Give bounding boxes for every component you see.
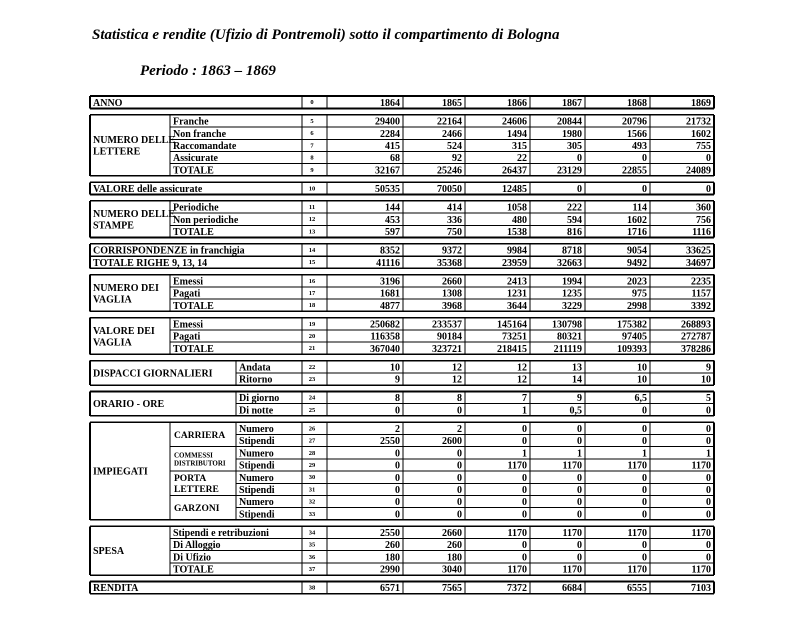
row-code: 7 [310,142,314,150]
data-cell: 816 [567,227,582,238]
row-code: 16 [308,277,316,285]
data-cell: 6571 [380,583,400,595]
data-cell: 0 [577,424,582,435]
data-cell: 1994 [562,276,582,288]
data-cell: 22164 [437,116,462,128]
year-header: 1869 [691,98,711,109]
data-cell: 0 [395,497,400,509]
data-cell: 1170 [691,528,711,539]
row-label: Di Ufizio [173,552,212,564]
data-cell: 7565 [442,583,462,595]
data-cell: 211119 [553,343,582,355]
row-code: 8 [310,154,314,162]
data-cell: 0 [522,509,527,521]
data-cell: 1170 [562,564,582,576]
data-cell: 70050 [437,184,462,195]
data-cell: 360 [696,202,711,214]
row-label: TOTALE [173,165,214,177]
row-label: Stipendi [239,485,275,496]
section-label: NUMERO DELLE LETTERE [93,135,175,158]
row-code: 14 [308,247,316,254]
data-cell: 0 [457,405,462,417]
data-cell: 1538 [507,227,527,238]
data-cell: 0 [706,509,711,521]
document-title: Statistica e rendite (Ufizio di Pontremoli) sotto il compartimento di Bologna [92,27,560,43]
row-code: 28 [308,449,316,457]
row-code: 21 [308,345,316,353]
data-cell: 0 [642,509,647,521]
section-label: NUMERO DEI VAGLIA [93,282,159,306]
data-cell: 90184 [437,331,462,343]
data-cell: 9 [706,362,711,374]
data-cell: 0 [577,497,582,509]
row-code: 34 [308,529,316,537]
data-cell: 0 [706,405,711,417]
data-cell: 0 [395,485,400,496]
data-cell: 0 [395,472,400,484]
data-cell: 0 [457,460,462,472]
data-cell: 13 [572,362,582,374]
row-label: Numero [239,424,274,435]
row-code: 11 [308,204,316,211]
data-cell: 2550 [380,436,400,448]
data-cell: 2284 [380,128,400,140]
data-cell: 415 [385,141,400,152]
years-label: ANNO [93,98,123,109]
group-label: GARZONI [174,504,220,515]
row-label: Pagati [173,288,201,300]
data-cell: 0 [642,424,647,435]
row-label: Di notte [239,405,274,417]
data-cell: 0 [577,485,582,496]
row-label: Stipendi [239,460,275,472]
data-cell: 493 [632,141,647,152]
row-label: Franche [173,116,209,128]
section-label: RENDITA [93,583,139,595]
data-cell: 1170 [627,528,647,539]
data-cell: 2660 [442,276,462,288]
data-cell: 7 [522,393,527,405]
row-code: 13 [308,228,316,236]
data-cell: 0 [642,485,647,496]
data-cell: 3644 [507,300,527,312]
data-cell: 0 [577,552,582,564]
row-code: 27 [308,437,316,445]
data-cell: 2413 [507,276,527,288]
data-cell: 3196 [380,276,400,288]
section-label: NUMERO DELLE STAMPE [93,208,175,232]
data-cell: 145164 [497,319,527,331]
data-cell: 1170 [627,564,647,576]
data-cell: 0 [395,448,400,460]
data-cell: 29400 [375,116,400,128]
data-cell: 0 [706,184,711,195]
row-code: 26 [308,425,316,433]
year-header: 1864 [380,98,400,109]
row-code: 23 [308,376,316,383]
data-cell: 10 [390,362,400,374]
data-cell: 1170 [507,528,527,539]
data-cell: 0 [642,472,647,484]
row-label: Raccomandate [173,141,237,152]
data-cell: 524 [447,141,462,152]
data-cell: 0 [395,460,400,472]
data-cell: 323721 [432,343,462,355]
data-cell: 0 [522,436,527,448]
row-code: 20 [308,333,316,340]
data-cell: 367040 [370,343,400,355]
data-cell: 20796 [622,116,647,128]
data-cell: 9372 [442,245,462,257]
data-cell: 0 [706,472,711,484]
data-cell: 9 [577,393,582,405]
row-code: 31 [308,486,316,494]
section-label: CORRISPONDENZE in franchigia [93,245,245,257]
data-cell: 12 [517,374,527,386]
section-label: SPESA [93,546,125,558]
row-code: 35 [308,541,316,549]
data-cell: 3229 [562,300,582,312]
row-code: 29 [308,462,316,469]
data-cell: 1170 [507,460,527,472]
data-cell: 1170 [507,564,527,576]
data-cell: 1980 [562,128,582,140]
row-code: 25 [308,406,316,414]
data-cell: 0 [706,552,711,564]
data-cell: 33625 [686,245,711,257]
data-cell: 414 [447,202,462,214]
data-cell: 23959 [502,257,527,269]
data-cell: 24606 [502,116,527,128]
data-cell: 0 [395,405,400,417]
data-cell: 250682 [370,319,400,331]
data-cell: 0 [395,509,400,521]
row-code: 33 [308,510,316,518]
data-cell: 1602 [627,214,647,226]
data-cell: 34697 [686,257,711,269]
data-cell: 480 [512,214,527,226]
data-cell: 8 [457,393,462,405]
row-code: 9 [310,166,314,174]
row-label: TOTALE [173,300,214,312]
data-cell: 7372 [507,583,527,595]
data-cell: 1566 [627,128,647,140]
data-cell: 0 [706,485,711,496]
data-cell: 1 [706,448,711,460]
data-cell: 22 [517,153,527,165]
data-cell: 272787 [681,331,711,343]
row-code: 22 [308,363,316,371]
data-cell: 6,5 [634,393,647,405]
data-cell: 0 [522,552,527,564]
data-cell: 260 [447,540,462,552]
data-cell: 1235 [562,288,582,300]
section-label: ORARIO - ORE [93,399,165,411]
data-cell: 5 [706,393,711,405]
row-code: 15 [308,259,316,267]
data-cell: 25246 [437,165,462,177]
data-cell: 594 [567,214,582,226]
data-cell: 3968 [442,300,462,312]
data-cell: 1058 [507,202,527,214]
data-cell: 1170 [562,460,582,472]
section-label: DISPACCI GIORNALIERI [93,368,213,380]
period-heading: Periodo : 1863 – 1869 [140,63,276,79]
data-cell: 0 [522,497,527,509]
data-cell: 80321 [557,331,582,343]
data-cell: 0 [522,540,527,552]
data-cell: 0 [642,497,647,509]
data-cell: 0 [457,509,462,521]
data-cell: 12485 [502,184,527,195]
data-cell: 2235 [691,276,711,288]
row-label: TOTALE [173,227,214,238]
data-cell: 0 [706,424,711,435]
data-cell: 750 [447,227,462,238]
row-label: Stipendi e retribuzioni [173,528,269,539]
data-cell: 0 [642,436,647,448]
data-cell: 3040 [442,564,462,576]
data-cell: 268893 [681,319,711,331]
data-cell: 12 [452,362,462,374]
data-cell: 1716 [627,227,647,238]
section-label: VALORE DEI VAGLIA [93,325,155,349]
data-cell: 1170 [627,460,647,472]
group-label: COMMESSI DISTRIBUTORI [174,451,226,468]
data-cell: 114 [632,202,647,214]
section-label: IMPIEGATI [93,466,148,478]
year-header: 1866 [507,98,527,109]
data-cell: 378286 [681,343,711,355]
data-cell: 0 [577,540,582,552]
data-cell: 336 [447,214,462,226]
year-header: 1867 [562,98,582,109]
data-cell: 222 [567,202,582,214]
data-cell: 68 [390,153,400,165]
data-cell: 14 [572,374,582,386]
data-cell: 755 [696,141,711,152]
data-cell: 0 [642,540,647,552]
data-cell: 756 [696,214,711,226]
data-cell: 3392 [691,300,711,312]
data-cell: 2 [457,424,462,435]
data-cell: 315 [512,141,527,152]
row-code: 18 [308,302,316,310]
data-cell: 1 [577,448,582,460]
data-cell: 0 [522,424,527,435]
row-label: Non periodiche [173,214,239,226]
row-label: Emessi [173,319,203,331]
group-label: CARRIERA [174,430,226,441]
row-code: 12 [308,216,316,224]
data-cell: 2550 [380,528,400,539]
section-label: VALORE delle assicurate [93,184,203,195]
data-cell: 12 [517,362,527,374]
data-cell: 260 [385,540,400,552]
data-cell: 26437 [502,165,527,177]
data-cell: 975 [632,288,647,300]
data-cell: 2466 [442,128,462,140]
data-cell: 23129 [557,165,582,177]
row-code: 19 [308,320,316,328]
data-cell: 0 [577,436,582,448]
data-cell: 92 [452,153,462,165]
data-cell: 0 [642,153,647,165]
data-cell: 0 [642,552,647,564]
row-code: 36 [308,553,316,561]
data-cell: 24089 [686,165,711,177]
data-cell: 1 [522,405,527,417]
row-code: 17 [308,290,316,297]
row-label: Pagati [173,331,201,343]
data-cell: 6684 [562,583,582,595]
data-cell: 10 [701,374,711,386]
section-label: TOTALE RIGHE 9, 13, 14 [93,257,208,269]
data-cell: 1231 [507,288,527,300]
row-code: 38 [308,584,316,592]
data-cell: 0 [577,184,582,195]
row-label: Di Alloggio [173,540,221,552]
data-cell: 50535 [375,184,400,195]
data-cell: 1157 [691,288,711,300]
data-cell: 0 [577,153,582,165]
data-cell: 0 [706,540,711,552]
data-cell: 116358 [370,331,400,343]
data-cell: 8 [395,393,400,405]
data-cell: 1308 [442,288,462,300]
data-cell: 180 [447,552,462,564]
data-cell: 0 [706,436,711,448]
data-cell: 2023 [627,276,647,288]
row-label: Numero [239,448,274,460]
data-cell: 2660 [442,528,462,539]
data-cell: 0 [706,153,711,165]
data-cell: 305 [567,141,582,152]
row-label: Di giorno [239,393,280,405]
data-cell: 0 [577,509,582,521]
data-cell: 0 [522,472,527,484]
data-cell: 0 [457,485,462,496]
data-cell: 97405 [622,331,647,343]
year-header: 1865 [442,98,462,109]
data-cell: 9492 [627,257,647,269]
data-cell: 32663 [557,257,582,269]
data-cell: 21732 [686,116,711,128]
data-cell: 8352 [380,245,400,257]
data-cell: 9 [395,374,400,386]
data-cell: 0,5 [569,405,582,417]
data-cell: 9054 [627,245,647,257]
data-cell: 0 [457,497,462,509]
data-cell: 10 [637,374,647,386]
data-cell: 180 [385,552,400,564]
data-cell: 0 [642,405,647,417]
data-cell: 0 [457,472,462,484]
row-label: Emessi [173,276,203,288]
group-label: PORTA LETTERE [174,474,219,496]
data-cell: 453 [385,214,400,226]
row-code: 32 [308,498,316,506]
data-cell: 1170 [691,564,711,576]
data-cell: 32167 [375,165,400,177]
data-cell: 6555 [627,583,647,595]
data-cell: 20844 [557,116,582,128]
row-label: Non franche [173,128,227,140]
data-cell: 1170 [562,528,582,539]
row-code: 6 [310,130,314,138]
data-cell: 73251 [502,331,527,343]
row-code: 10 [308,185,316,193]
data-cell: 1170 [691,460,711,472]
row-code: 5 [310,118,314,125]
data-cell: 1602 [691,128,711,140]
row-label: Andata [239,362,271,374]
row-label: Numero [239,472,274,484]
data-cell: 144 [385,202,400,214]
data-cell: 2600 [442,436,462,448]
data-cell: 218415 [497,343,527,355]
data-cell: 2 [395,424,400,435]
data-cell: 1116 [692,227,711,238]
data-cell: 1494 [507,128,527,140]
data-cell: 233537 [432,319,462,331]
data-cell: 1 [522,448,527,460]
data-cell: 0 [577,472,582,484]
data-cell: 1681 [380,288,400,300]
data-cell: 4877 [380,300,400,312]
row-label: Ritorno [239,374,273,386]
data-cell: 0 [522,485,527,496]
row-code: 37 [308,566,316,573]
row-label: Stipendi [239,436,275,448]
data-cell: 9984 [507,245,527,257]
data-cell: 35368 [437,257,462,269]
data-cell: 109393 [617,343,647,355]
year-header: 1868 [627,98,647,109]
data-cell: 41116 [376,257,400,269]
row-label: Numero [239,497,274,509]
row-code: 30 [308,474,316,482]
data-cell: 175382 [617,319,647,331]
row-code: 24 [308,394,316,402]
data-cell: 22855 [622,165,647,177]
row-code: 0 [310,99,314,106]
data-cell: 130798 [552,319,582,331]
row-label: Assicurate [173,153,218,165]
data-cell: 7103 [691,583,711,595]
row-label: Stipendi [239,509,275,521]
data-cell: 0 [706,497,711,509]
data-cell: 8718 [562,245,582,257]
data-cell: 0 [457,448,462,460]
row-label: TOTALE [173,564,214,576]
row-label: TOTALE [173,343,214,355]
data-cell: 2990 [380,564,400,576]
data-cell: 597 [385,227,400,238]
row-label: Periodiche [173,202,219,214]
data-cell: 0 [642,184,647,195]
data-cell: 10 [637,362,647,374]
data-cell: 2998 [627,300,647,312]
data-cell: 12 [452,374,462,386]
data-cell: 1 [642,448,647,460]
